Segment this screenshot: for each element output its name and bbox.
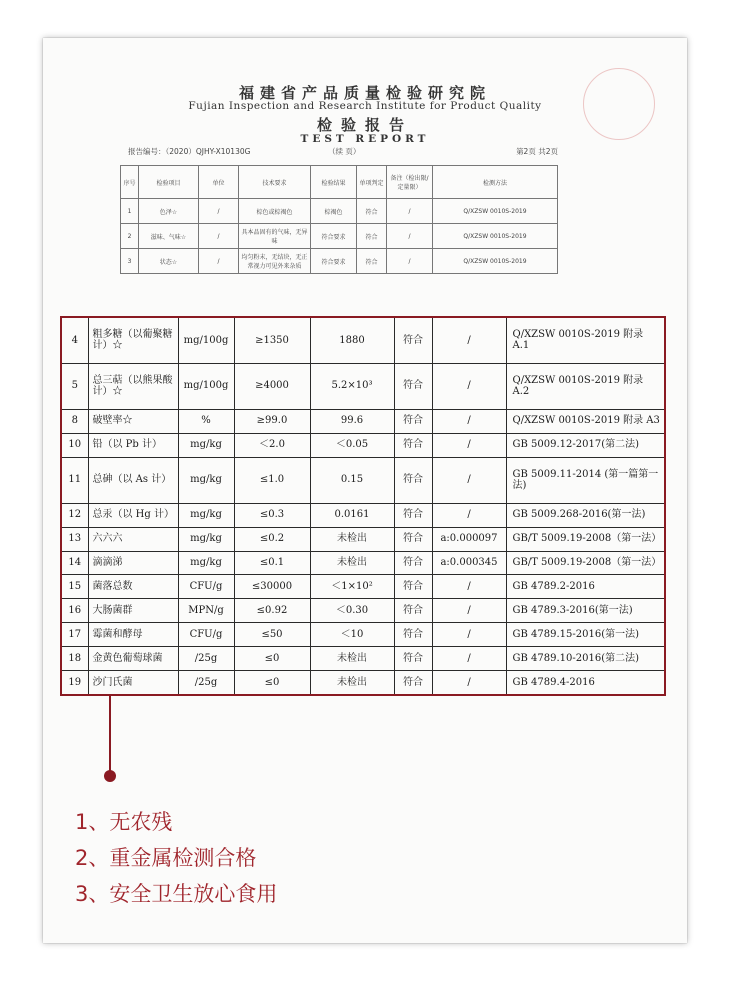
requirement-cell: ≤0.3 [234, 503, 310, 527]
cell: 滋味、气味☆ [139, 224, 199, 249]
detection-limit-cell: a:0.000345 [432, 551, 506, 575]
test-method-cell: Q/XZSW 0010S-2019 附录 A.1 [506, 318, 664, 363]
judgement-cell: 符合 [394, 363, 432, 409]
judgement-cell: 符合 [394, 457, 432, 503]
unit-cell: % [178, 409, 234, 433]
unit-cell: mg/kg [178, 551, 234, 575]
header-cell: 单位 [199, 166, 239, 199]
test-item-cell: 六六六 [88, 527, 178, 551]
test-method-cell: GB/T 5009.19-2008（第一法） [506, 527, 664, 551]
row-number-cell: 14 [62, 551, 88, 575]
table-row [62, 575, 664, 599]
table-row [121, 249, 558, 274]
unit-cell: mg/100g [178, 363, 234, 409]
requirement-cell: ≥1350 [234, 318, 310, 363]
unit-cell: mg/kg [178, 457, 234, 503]
test-item-cell: 粗多糖（以葡聚糖计）☆ [88, 318, 178, 363]
row-number-cell: 18 [62, 647, 88, 671]
judgement-cell: 符合 [394, 671, 432, 694]
table-row [62, 623, 664, 647]
requirement-cell: ≥4000 [234, 363, 310, 409]
requirement-cell: ≤0.2 [234, 527, 310, 551]
cell: Q/XZSW 0010S-2019 [433, 249, 558, 274]
cell: 符合 [357, 224, 387, 249]
header-cell: 检测方法 [433, 166, 558, 199]
table-row [62, 503, 664, 527]
cell: / [199, 224, 239, 249]
result-cell: ＜0.30 [310, 599, 394, 623]
requirement-cell: ≤1.0 [234, 457, 310, 503]
unit-cell: /25g [178, 647, 234, 671]
detection-limit-cell: / [432, 457, 506, 503]
detection-limit-cell: / [432, 409, 506, 433]
cell: Q/XZSW 0010S-2019 [433, 199, 558, 224]
cell: 状态☆ [139, 249, 199, 274]
test-item-cell: 滴滴涕 [88, 551, 178, 575]
requirement-cell: ＜2.0 [234, 433, 310, 457]
highlight-frame [60, 316, 666, 696]
row-number-cell: 5 [62, 363, 88, 409]
detection-limit-cell: / [432, 503, 506, 527]
table-row [121, 199, 558, 224]
unit-cell: mg/kg [178, 433, 234, 457]
row-number-cell: 10 [62, 433, 88, 457]
detection-limit-cell: / [432, 318, 506, 363]
judgement-cell: 符合 [394, 409, 432, 433]
row-number-cell: 4 [62, 318, 88, 363]
test-method-cell: GB 4789.3-2016(第一法) [506, 599, 664, 623]
header-cell: 单项判定 [357, 166, 387, 199]
judgement-cell: 符合 [394, 647, 432, 671]
table-row [62, 647, 664, 671]
cell: 均匀粉末，无结块，无正常视力可见外来杂质 [239, 249, 311, 274]
cell: 棕褐色 [311, 199, 357, 224]
detection-limit-cell: / [432, 575, 506, 599]
test-method-cell: GB/T 5009.19-2008（第一法） [506, 551, 664, 575]
test-method-cell: GB 5009.12-2017(第二法) [506, 433, 664, 457]
feature-heavy-metal-pass: 2、重金属检测合格 [75, 846, 257, 870]
table-row [121, 224, 558, 249]
table-row [62, 527, 664, 551]
result-cell: ＜10 [310, 623, 394, 647]
cell: 符合 [357, 249, 387, 274]
result-cell: 99.6 [310, 409, 394, 433]
row-number-cell: 17 [62, 623, 88, 647]
unit-cell: mg/100g [178, 318, 234, 363]
table-row [62, 551, 664, 575]
requirement-cell: ≥99.0 [234, 409, 310, 433]
row-number-cell: 11 [62, 457, 88, 503]
cell: 符合要求 [311, 224, 357, 249]
detection-limit-cell: / [432, 599, 506, 623]
test-method-cell: Q/XZSW 0010S-2019 附录 A3 [506, 409, 664, 433]
report-title-cn: 检验报告 [316, 116, 413, 134]
table-header-row [121, 166, 558, 199]
report-title-en: TEST REPORT [300, 133, 430, 145]
header-cell: 技术要求 [239, 166, 311, 199]
row-number-cell: 8 [62, 409, 88, 433]
report-number: 报告编号：（2020）QJHY-X10130G [128, 147, 251, 156]
cell: 符合要求 [311, 249, 357, 274]
cell: / [387, 249, 433, 274]
test-method-cell: GB 4789.10-2016(第二法) [506, 647, 664, 671]
institute-name-en: Fujian Inspection and Research Institute for Product Quality [188, 100, 542, 112]
test-item-cell: 菌落总数 [88, 575, 178, 599]
result-cell: ＜0.05 [310, 433, 394, 457]
judgement-cell: 符合 [394, 318, 432, 363]
institute-name-cn: 福建省产品质量检验研究院 [238, 84, 491, 102]
result-cell: ＜1×10² [310, 575, 394, 599]
requirement-cell: ≤30000 [234, 575, 310, 599]
detection-limit-cell: / [432, 671, 506, 694]
feature-safe-to-eat: 3、安全卫生放心食用 [75, 882, 278, 906]
judgement-cell: 符合 [394, 527, 432, 551]
test-item-cell: 铅（以 Pb 计） [88, 433, 178, 457]
result-cell: 0.0161 [310, 503, 394, 527]
detection-limit-cell: / [432, 623, 506, 647]
result-cell: 5.2×10³ [310, 363, 394, 409]
table-row [62, 363, 664, 409]
main-results-table [62, 318, 664, 694]
test-method-cell: GB 4789.2-2016 [506, 575, 664, 599]
row-number-cell: 19 [62, 671, 88, 694]
unit-cell: CFU/g [178, 575, 234, 599]
requirement-cell: ≤50 [234, 623, 310, 647]
judgement-cell: 符合 [394, 551, 432, 575]
requirement-cell: ≤0.1 [234, 551, 310, 575]
test-method-cell: GB 5009.268-2016(第一法) [506, 503, 664, 527]
continued-label: （续 页） [328, 147, 361, 156]
judgement-cell: 符合 [394, 503, 432, 527]
test-method-cell: GB 4789.15-2016(第一法) [506, 623, 664, 647]
unit-cell: /25g [178, 671, 234, 694]
unit-cell: CFU/g [178, 623, 234, 647]
test-method-cell: GB 5009.11-2014 (第一篇第一法) [506, 457, 664, 503]
unit-cell: mg/kg [178, 503, 234, 527]
callout-dot [104, 770, 116, 782]
table-row [62, 671, 664, 694]
cell: / [199, 199, 239, 224]
header-cell: 备注（检出限/定量限） [387, 166, 433, 199]
row-number-cell: 15 [62, 575, 88, 599]
table-row [62, 409, 664, 433]
test-method-cell: GB 4789.4-2016 [506, 671, 664, 694]
header-cell: 检验结果 [311, 166, 357, 199]
row-number-cell: 13 [62, 527, 88, 551]
small-results-table [120, 165, 558, 274]
table-row [62, 318, 664, 363]
cell: / [387, 224, 433, 249]
result-cell: 未检出 [310, 671, 394, 694]
result-cell: 0.15 [310, 457, 394, 503]
unit-cell: MPN/g [178, 599, 234, 623]
unit-cell: mg/kg [178, 527, 234, 551]
detection-limit-cell: / [432, 363, 506, 409]
detection-limit-cell: a:0.000097 [432, 527, 506, 551]
detection-limit-cell: / [432, 433, 506, 457]
test-item-cell: 金黄色葡萄球菌 [88, 647, 178, 671]
cell: 1 [121, 199, 139, 224]
judgement-cell: 符合 [394, 433, 432, 457]
result-cell: 未检出 [310, 647, 394, 671]
judgement-cell: 符合 [394, 599, 432, 623]
cell: Q/XZSW 0010S-2019 [433, 224, 558, 249]
row-number-cell: 12 [62, 503, 88, 527]
header-cell: 序号 [121, 166, 139, 199]
test-item-cell: 总汞（以 Hg 计） [88, 503, 178, 527]
table-row [62, 599, 664, 623]
cell: 色泽☆ [139, 199, 199, 224]
header-cell: 检验项目 [139, 166, 199, 199]
row-number-cell: 16 [62, 599, 88, 623]
cell: 具本品固有的气味，无异味 [239, 224, 311, 249]
judgement-cell: 符合 [394, 575, 432, 599]
result-cell: 未检出 [310, 551, 394, 575]
judgement-cell: 符合 [394, 623, 432, 647]
requirement-cell: ≤0.92 [234, 599, 310, 623]
requirement-cell: ≤0 [234, 647, 310, 671]
requirement-cell: ≤0 [234, 671, 310, 694]
feature-no-pesticide: 1、无农残 [75, 810, 173, 834]
test-item-cell: 总砷（以 As 计） [88, 457, 178, 503]
test-item-cell: 沙门氏菌 [88, 671, 178, 694]
callout-connector-line [109, 696, 111, 774]
cell: 2 [121, 224, 139, 249]
detection-limit-cell: / [432, 647, 506, 671]
table-row [62, 433, 664, 457]
test-item-cell: 总三萜（以熊果酸计）☆ [88, 363, 178, 409]
cell: 3 [121, 249, 139, 274]
test-item-cell: 破壁率☆ [88, 409, 178, 433]
cell: 棕色或棕褐色 [239, 199, 311, 224]
test-item-cell: 霉菌和酵母 [88, 623, 178, 647]
table-row [62, 457, 664, 503]
result-cell: 未检出 [310, 527, 394, 551]
test-method-cell: Q/XZSW 0010S-2019 附录 A.2 [506, 363, 664, 409]
page-info: 第2页 共2页 [516, 147, 558, 156]
result-cell: 1880 [310, 318, 394, 363]
cell: 符合 [357, 199, 387, 224]
test-item-cell: 大肠菌群 [88, 599, 178, 623]
cell: / [199, 249, 239, 274]
cell: / [387, 199, 433, 224]
